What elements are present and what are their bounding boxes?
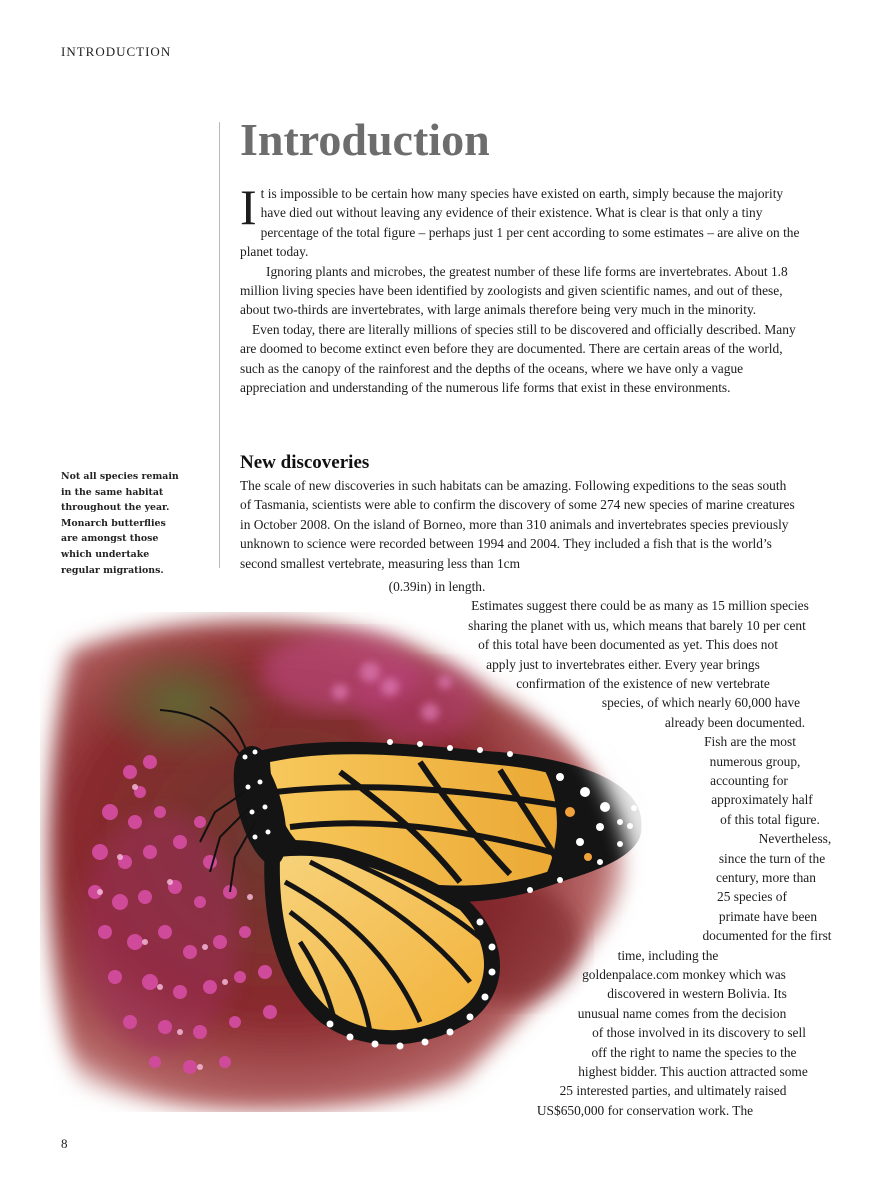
wrapped-line: US$650,000 for conservation work. The bbox=[536, 1102, 754, 1118]
wrapped-line: since the turn of the bbox=[718, 850, 826, 866]
photo-caption: Not all species remain in the same habitat throughout the year. Monarch butterflies are amongst those which undertake regular migrations. bbox=[61, 471, 179, 576]
wrapped-line: apply just to invertebrates either. Every year brings bbox=[486, 656, 760, 672]
wrapped-line: Fish are the most bbox=[704, 734, 796, 750]
wrapped-line: Nevertheless, bbox=[758, 831, 832, 847]
wrapped-line: of those involved in its discovery to sell bbox=[592, 1025, 806, 1041]
wrapped-line: accounting for bbox=[710, 773, 788, 788]
wrapped-line: sharing the planet with us, which means that barely 10 per cent bbox=[468, 617, 806, 633]
wrapped-line: discovered in western Bolivia. Its bbox=[607, 986, 787, 1002]
wrapped-line: approximately half bbox=[711, 792, 813, 808]
wrapped-line: off the right to name the species to the bbox=[591, 1044, 797, 1060]
wrapped-line: of this total figure. bbox=[720, 811, 820, 827]
column-divider bbox=[219, 122, 220, 568]
wrapped-line: 25 interested parties, and ultimately raised bbox=[559, 1083, 787, 1099]
wrapped-line: documented for the first bbox=[702, 928, 832, 944]
wrapped-line: century, more than bbox=[716, 870, 816, 885]
wrapped-line: time, including the bbox=[617, 947, 719, 963]
wrapped-line: numerous group, bbox=[709, 753, 801, 769]
wrapped-line: already been documented. bbox=[664, 714, 806, 730]
page-title: Introduction bbox=[240, 114, 490, 165]
intro-paragraph-3: Even today, there are literally millions of species still to be discovered and officially described. Many are doomed to become extinct even before they are documented. There are certain areas of the world, such as the canopy of the rainforest and the depths of the oceans, where we have only a vague appreciation and understanding of the numerous life forms that exist in these environments. bbox=[240, 321, 796, 396]
wrapped-line: primate have been bbox=[718, 908, 818, 924]
wrapped-line: confirmation of the existence of new vertebrate bbox=[516, 676, 770, 691]
section-paragraph-1: The scale of new discoveries in such habitats can be amazing. Following expeditions to the seas south of Tasmania, scientists were able to confirm the discovery of some 274 new species of marine creatures in October 2008. On the island of Borneo, more than 310 animals and invertebrates species previously unknown to science were recorded between 1994 and 2004. They included a fish that is the world’s second smallest vertebrate, measuring less than 1cm bbox=[240, 478, 795, 571]
intro-paragraph-1 bbox=[240, 179, 800, 262]
wrapped-line: goldenpalace.com monkey which was bbox=[582, 967, 786, 982]
page-number: 8 bbox=[61, 1136, 68, 1151]
wrapped-line: of this total have been documented as yet. This does not bbox=[478, 637, 778, 653]
intro-paragraph-2: Ignoring plants and microbes, the greatest number of these life forms are invertebrates. About 1.8 million living species have been identified by zoologists and given scientific names, and out of these, about two-thirds are invertebrates, with large animals therefore being very much in the minority. bbox=[240, 263, 788, 318]
wrapped-line: Estimates suggest there could be as many as 15 million species bbox=[471, 598, 809, 614]
drop-cap: I bbox=[240, 179, 257, 235]
wrapped-line: highest bidder. This auction attracted some bbox=[578, 1064, 808, 1079]
wrapped-line: (0.39in) in length. bbox=[388, 579, 486, 594]
intro-paragraph-1-text: t is impossible to be certain how many species have existed on earth, simply because the majority have died out without leaving any evidence of their existence. What is clear is that only a tiny percentage of the total figure – perhaps just 1 per cent according to some estimates – are alive on the planet today. bbox=[240, 186, 800, 260]
intro-text bbox=[240, 179, 800, 397]
running-head: INTRODUCTION bbox=[61, 44, 172, 59]
section-heading: New discoveries bbox=[240, 452, 370, 473]
wrapped-line: unusual name comes from the decision bbox=[577, 1005, 787, 1021]
wrapped-line: species, of which nearly 60,000 have bbox=[601, 695, 801, 711]
wrapped-line: 25 species of bbox=[717, 889, 787, 905]
